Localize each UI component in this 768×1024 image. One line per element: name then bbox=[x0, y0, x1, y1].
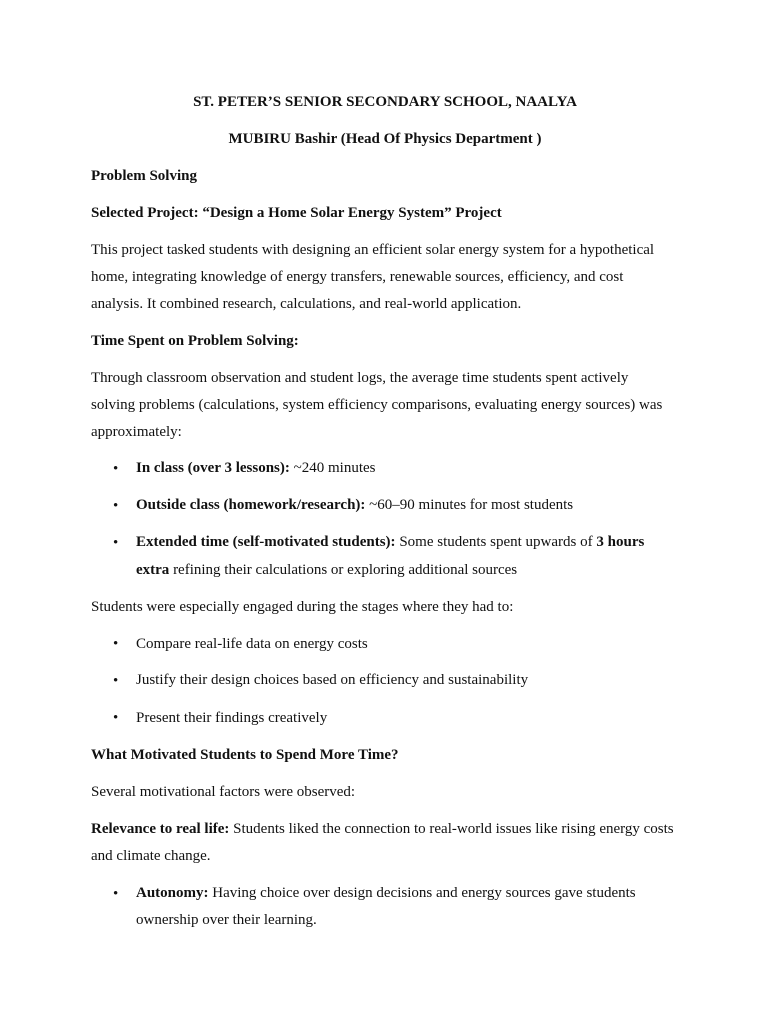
motivation-intro: Several motivational factors were observed: bbox=[91, 784, 356, 800]
list-item-text: Having choice over design decisions and energy sources gave students bbox=[208, 885, 636, 901]
bullet-point: • bbox=[113, 710, 119, 726]
heading-time-spent: Time Spent on Problem Solving: bbox=[91, 333, 299, 349]
heading-problem-solving: Problem Solving bbox=[91, 168, 197, 184]
school-title: ST. PETER’S SENIOR SECONDARY SCHOOL, NAALYA bbox=[193, 94, 577, 110]
list-item-label: Extended time (self-motivated students): bbox=[136, 534, 396, 550]
bullet-point: • bbox=[113, 886, 119, 902]
time-description-line-3: approximately: bbox=[91, 424, 182, 440]
list-item-text: ~60–90 minutes for most students bbox=[365, 497, 574, 513]
bullet-point: • bbox=[113, 535, 119, 551]
list-item bbox=[136, 495, 573, 515]
relevance-label: Relevance to real life: bbox=[91, 821, 230, 837]
relevance-text: Students liked the connection to real-world issues like rising energy costs bbox=[229, 821, 674, 837]
list-item: Present their findings creatively bbox=[136, 710, 328, 726]
list-item-text: refining their calculations or exploring additional sources bbox=[169, 562, 518, 578]
bullet-point: • bbox=[113, 461, 119, 477]
heading-motivation: What Motivated Students to Spend More Time? bbox=[91, 747, 399, 763]
engaged-intro: Students were especially engaged during the stages where they had to: bbox=[91, 599, 514, 615]
list-item bbox=[136, 883, 636, 903]
bullet-point: • bbox=[113, 673, 119, 689]
list-item bbox=[136, 458, 376, 478]
project-description-line-2: home, integrating knowledge of energy transfers, renewable sources, efficiency, and cost bbox=[91, 269, 624, 285]
list-item-continuation: ownership over their learning. bbox=[136, 912, 317, 928]
list-item-label: Outside class (homework/research): bbox=[136, 497, 366, 513]
list-item-emphasis: extra bbox=[136, 562, 170, 578]
list-item-text: ~240 minutes bbox=[289, 460, 376, 476]
project-description-line-3: analysis. It combined research, calculations, and real-world application. bbox=[91, 296, 522, 312]
list-item-emphasis: 3 hours bbox=[596, 534, 645, 550]
list-item-continuation bbox=[136, 560, 517, 580]
time-description-line-2: solving problems (calculations, system efficiency comparisons, evaluating energy sources) was bbox=[91, 397, 663, 413]
list-item: Justify their design choices based on efficiency and sustainability bbox=[136, 672, 529, 688]
list-item-label: Autonomy: bbox=[136, 885, 209, 901]
project-description-line-1: This project tasked students with designing an efficient solar energy system for a hypothetical bbox=[91, 242, 655, 258]
relevance-paragraph-line-2: and climate change. bbox=[91, 848, 211, 864]
relevance-paragraph bbox=[91, 819, 674, 839]
bullet-point: • bbox=[113, 498, 119, 514]
bullet-point: • bbox=[113, 636, 119, 652]
time-description-line-1: Through classroom observation and student logs, the average time students spent actively bbox=[91, 370, 629, 386]
author-line: MUBIRU Bashir (Head Of Physics Department ) bbox=[228, 131, 542, 147]
list-item: Compare real-life data on energy costs bbox=[136, 636, 368, 652]
selected-project-heading: Selected Project: “Design a Home Solar Energy System” Project bbox=[91, 205, 502, 221]
list-item-label: In class (over 3 lessons): bbox=[136, 460, 290, 476]
list-item-text: Some students spent upwards of bbox=[395, 534, 597, 550]
list-item bbox=[136, 532, 644, 552]
